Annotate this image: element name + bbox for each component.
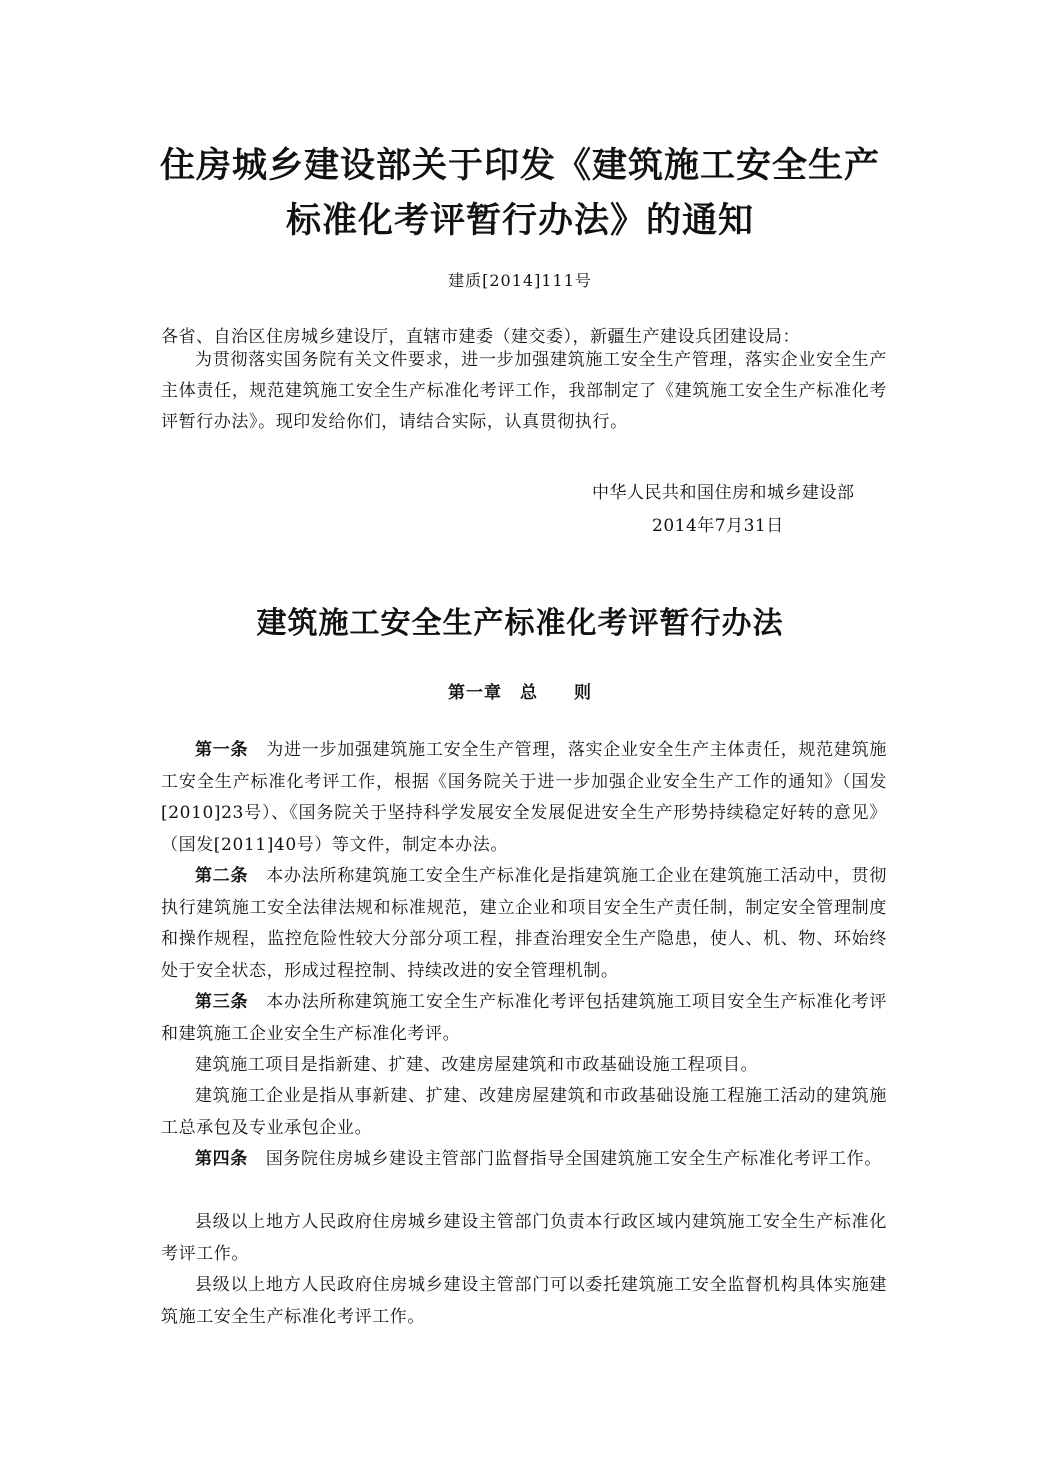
article-label: 第二条 <box>195 866 249 886</box>
chapter-number: 第一章 <box>448 683 502 703</box>
article-3-paragraph-3: 建筑施工企业是指从事新建、扩建、改建房屋建筑和市政基础设施工程施工活动的建筑施工总承包及专业承包企业。 <box>161 1086 887 1138</box>
article-3-paragraph-2: 建筑施工项目是指新建、扩建、改建房屋建筑和市政基础设施工程项目。 <box>195 1055 759 1075</box>
article-text: 本办法所称建筑施工安全生产标准化考评包括建筑施工项目安全生产标准化考评和建筑施工企业安全生产标准化考评。 <box>161 992 887 1044</box>
document-number: 建质[2014]111号 <box>448 271 592 290</box>
article-2 <box>161 861 887 987</box>
chapter-name: 总 则 <box>520 683 592 703</box>
article-4 <box>161 1144 887 1176</box>
article-4-paragraph-3: 县级以上地方人民政府住房城乡建设主管部门可以委托建筑施工安全监督机构具体实施建筑施工安全生产标准化考评工作。 <box>161 1275 887 1327</box>
article-4-paragraph-2: 县级以上地方人民政府住房城乡建设主管部门负责本行政区域内建筑施工安全生产标准化考评工作。 <box>161 1212 887 1264</box>
article-label: 第四条 <box>195 1149 248 1169</box>
article-text: 本办法所称建筑施工安全生产标准化是指建筑施工企业在建筑施工活动中，贯彻执行建筑施工安全法律法规和标准规范，建立企业和项目安全生产责任制，制定安全管理制度和操作规程，监控危险性较大分部分项工程，排查治理安全生产隐患，使人、机、物、环始终处于安全状态，形成过程控制、持续改进的安全管理机制。 <box>161 866 887 981</box>
notice-title-line-2: 标准化考评暂行办法》的通知 <box>285 201 754 241</box>
measures-title: 建筑施工安全生产标准化考评暂行办法 <box>256 606 784 641</box>
article-label: 第一条 <box>195 740 249 760</box>
article-text: 为进一步加强建筑施工安全生产管理，落实企业安全生产主体责任，规范建筑施工安全生产标准化考评工作，根据《国务院关于进一步加强企业安全生产工作的通知》（国发[2010]23号）、《国务院关于坚持科学发展安全发展促进安全生产形势持续稳定好转的意见》（国发[2011]40号）等文件，制定本办法。 <box>161 740 887 855</box>
article-label: 第三条 <box>195 992 249 1012</box>
addressee: 各省、自治区住房城乡建设厅，直辖市建委（建交委），新疆生产建设兵团建设局： <box>161 327 800 347</box>
chapter-heading <box>0 678 1040 703</box>
signature-date: 2014年7月31日 <box>652 516 784 536</box>
notice-body: 为贯彻落实国务院有关文件要求，进一步加强建筑施工安全生产管理，落实企业安全生产主体责任，规范建筑施工安全生产标准化考评工作，我部制定了《建筑施工安全生产标准化考评暂行办法》。现印发给你们，请结合实际，认真贯彻执行。 <box>161 350 887 432</box>
notice-title-line-1: 住房城乡建设部关于印发《建筑施工安全生产 <box>159 146 880 186</box>
article-text: 国务院住房城乡建设主管部门监督指导全国建筑施工安全生产标准化考评工作。 <box>265 1149 882 1169</box>
article-3 <box>161 987 887 1050</box>
signature-organization: 中华人民共和国住房和城乡建设部 <box>592 483 855 503</box>
article-1 <box>161 735 887 861</box>
